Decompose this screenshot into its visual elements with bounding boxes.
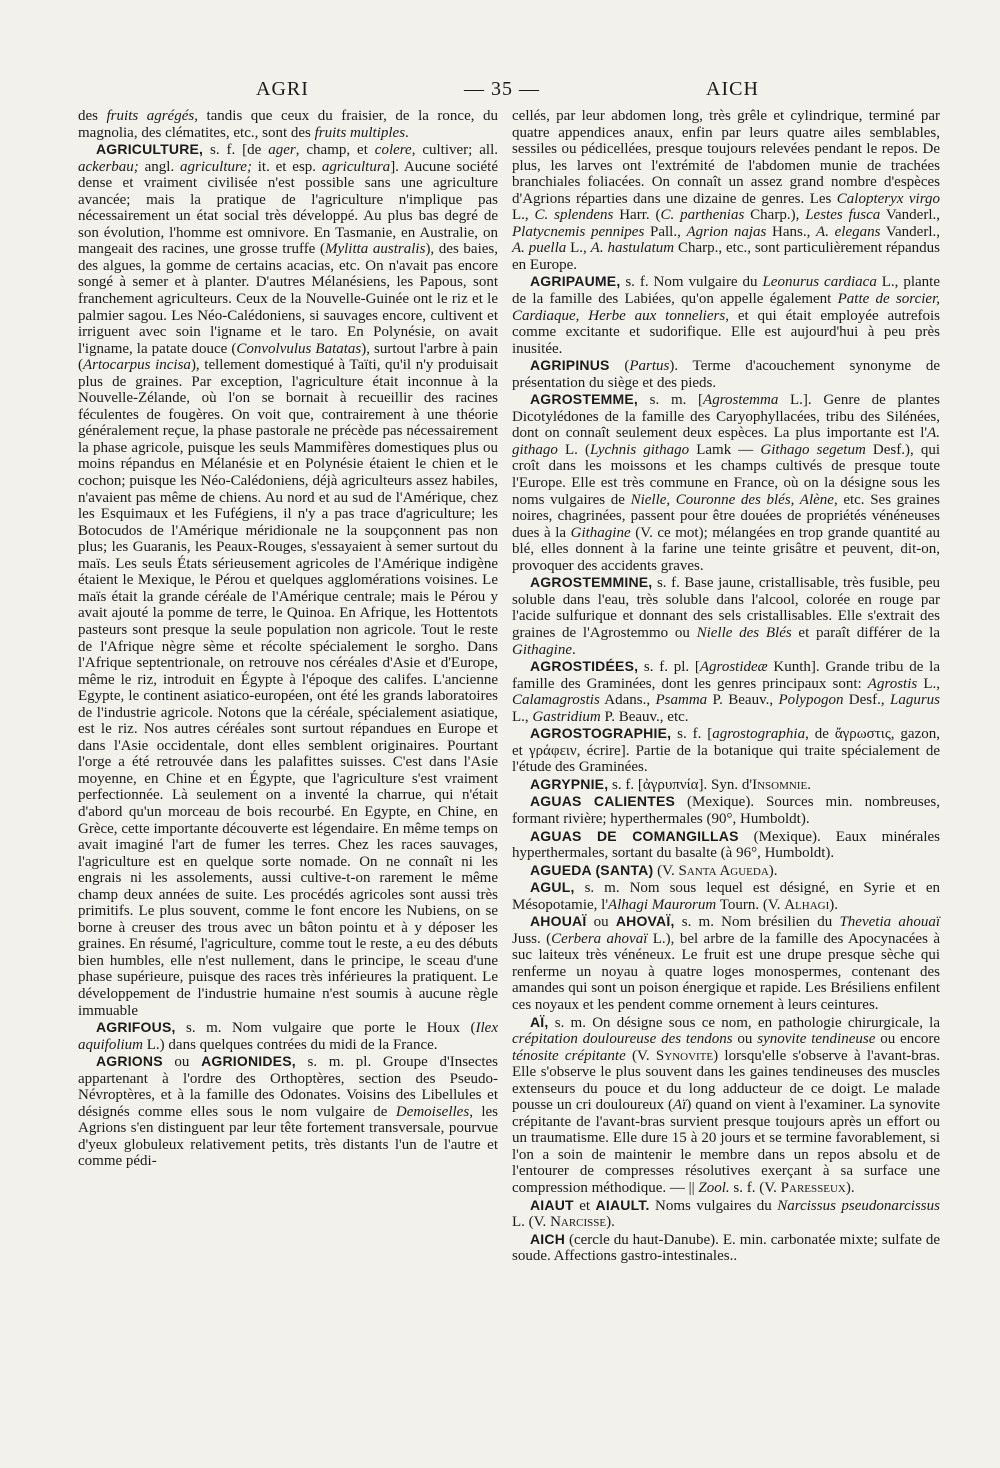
italic-text: colere [374,142,412,159]
italic-text: Demoiselles [395,1103,470,1120]
entry-text: it. et esp. [251,158,322,175]
headword: AICH [530,1230,566,1247]
italic-text: agricultura [321,158,391,175]
entry-text: s. m. Nom vulgaire que porte le Houx ( [175,1020,476,1037]
headword: AÏ, [530,1013,549,1030]
running-head-right: AICH [706,78,759,100]
italic-text: fruits agrégés [106,108,195,124]
dictionary-entry [512,273,940,357]
italic-text: Mylitta australis [324,241,426,258]
headword: AIAULT. [595,1196,650,1213]
entry-text: L., [512,708,533,725]
small-caps-reference: Alhagi [784,896,830,913]
entry-text: ). Terme d'acouchement synonyme de présentation du siège et des pieds. [512,358,940,391]
dictionary-entry [78,1019,498,1053]
italic-text: Partus [629,358,670,375]
entry-text: des [78,108,107,124]
dictionary-entry [512,776,940,794]
entry-text: ( [609,358,630,375]
dictionary-entry [512,1231,940,1265]
entry-text: ). [606,1214,615,1231]
entry-text: . [405,124,409,141]
headword: AGRIPINUS [530,357,610,374]
italic-text: Lychnis githago [589,441,690,458]
entry-text: L., plante de la famille des Labiées, qu'on appelle également [512,274,940,308]
italic-text: Polypogon [778,692,844,709]
italic-text: Ilex aquifolium [78,1020,498,1053]
entry-text: s. m. Nom brésilien du [674,914,840,931]
entry-text: (cercle du haut-Danube). E. min. carbonatée mixte; sulfate de soude. Affections gastro-intestinales.. [512,1231,940,1265]
entry-text: Juss. ( [512,930,552,947]
italic-text: fruits multiples [314,124,406,141]
right-column [512,108,940,1265]
headword: AGROSTEMMINE, [530,574,653,591]
headword: AGRYPNIE, [530,775,609,792]
italic-text: agrostographia [712,726,806,743]
dictionary-entry [512,658,940,725]
italic-text: A. githago [512,425,940,458]
entry-text: , tandis que ceux du fraisier, de la ronce, du magnolia, des clématites, etc., sont des [78,108,498,141]
italic-text: A. hastulatum [590,240,675,257]
entry-text: ), tellement domestiqué à Taïti, qu'il n'y produisait plus de graines. Par exception, l'agriculture était inconnue à la Nouvelle-Zélande, où l'on se bornait à recueillir des racines féculentes de fougères. On voit que, contrairement à une théorie généralement reçue, la phase pastorale ne précède pas nécessairement la phase agricole, puisque les seuls Mammifères domestiques plus ou moins répandus en Mélanésie et en Polynésie étaient le chien et le cochon; puisque les Néo-Calédoniens, déjà agriculteurs assez habiles, n'avaient pas même de chiens. Au nord et au sud de l'Amérique, chez les Esquimaux et les Fufégiens, il n'y a pas trace d'agriculture; les Botocudos de l'Amérique méridionale ne la soupçonnent pas non plus; les Guaranis, les Peaux-Rouges, s'essayaient à semer surtout du maïs. Les seuls États sérieusement agricoles de l'Amérique indigène étaient le Mexique, le Pérou et quelques agglomérations voisines. Le maïs était la grande céréale de l'Amérique centrale; mais le Pérou y avait ajouté la pomme de terre, le Quinoa. En Afrique, les Hottentots pasteurs sont presque la seule population non agricole. Tout le reste de l'Afrique nègre sème et récolte spécialement le sorgho. Dans l'Afrique septentrionale, on retrouve nos céréales d'Asie et d'Europe, même le riz, introduit en Égypte à l'époque des califes. L'ancienne Egypte, le continent asiatico-européen, ont été les grands laboratoires de l'industrie agricole. Notons que la céréale, spécialement asiatique, est le riz. Nos autres céréales sont surtout répandues en Europe et dans l'Asie occidentale, dont elles semblent originaires. Pourtant l'orge a été retrouvée dans les palafittes suisses. C'est dans l'Asie moyenne, en Chine et en Égypte, que l'agriculture s'est vraiment perfectionnée. Là seulement on a inventé la charrue, qui n'était d'abord qu'un morceau de bois recourbé. En Egypte, en Chine, en Grèce, cette importante découverte est légendaire. En même temps on avait imaginé l'art de fumer les terres. Chez les races sauvages, l'agriculture est en quelque sorte nomade. On ne connaît ni les engrais ni les assolements, aussi cultive-t-on rarement le même champ deux années de suite. Les procédés agricoles sont aussi très primitifs. Le plus souvent, comme le font encore les Nubiens, on se borne à creuser des trous avec un bâton pointu et à y déposer les graines. En résumé, l'agriculture, comme tout le reste, a eu des débuts bien humbles, elle n'est nullement, dans le principe, le sceau d'une phase supérieure, puisque des races très inférieures la pratiquent. Le développement de l'industrie humaine n'est soumis à aucune règle immuable [78,357,498,1019]
entry-text: . [572,641,576,658]
headword: AGRIPAUME, [530,273,621,290]
dictionary-entry [512,391,940,574]
italic-text: Leonurus cardiaca [762,274,877,291]
entry-text: s. f. [ [671,726,713,743]
dictionary-entry [78,108,498,141]
italic-text: Thevetia ahouaï [839,914,940,931]
entry-text: s. m. pl. Groupe d'Insectes appartenant à l'ordre des Orthoptères, section des Pseudo-Névroptères, et à la famille des Odonates. Voisins des Libellules et désignés comme elles sous le nom vulgaire de [78,1054,499,1120]
italic-text: agriculture; [180,158,252,175]
entry-text: s. m. On désigne sous ce nom, en pathologie chirurgicale, la [548,1014,940,1031]
italic-text: ackerbau; [78,158,139,175]
running-head-left: AGRI [256,78,309,100]
entry-text: Kunth]. Grande tribu de la famille des Graminées, dont les genres principaux sont: [512,659,941,692]
headword: AGUL, [530,879,575,896]
headword: AHOVAÏ, [615,913,675,930]
italic-text: Nielle des Blés [696,624,792,641]
dictionary-entry [78,1053,498,1170]
entry-text: cellés, par leur abdomen long, très grêle et cylindrique, terminé par quatre appendices anaux, enfin par leurs quatre ailes semblables, sessiles ou pédicellées, presque toujours relevées pendant le repos. De plus, les larves ont l'extrémité de l'abdomen munie de trachées branchiales foliacées. On connaît un assez grand nombre d'espèces d'Agrions réparties dans une dizaine de genres. Les [512,108,940,207]
italic-text: ager [268,142,296,159]
entry-text: Adans., [599,692,656,709]
italic-text: Githago segetum [760,441,866,458]
dictionary-entry [512,913,940,1013]
italic-text: Nielle, Couronne des blés, Alène [630,491,834,508]
entry-text: angl. [138,158,181,175]
entry-text: (Mexique). Sources min. nombreuses, formant rivière; hyperthermales (90°, Humboldt). [512,794,940,827]
entry-text: (V. [653,862,679,879]
entry-text: ou [162,1054,202,1071]
italic-text: Convolvulus Batatas [236,340,362,357]
entry-text: , les Agrions s'en distinguent par leur tête fortement transversale, pourvue d'yeux globuleux relativement petits, très distants l'un de l'autre et comme pédi- [78,1103,498,1170]
entry-text: s. f. pl. [ [638,659,700,676]
italic-text: ténosite crépitante [512,1047,626,1064]
headword: AGUAS DE COMANGILLAS [530,827,739,844]
italic-text: Cerbera ahovaï [551,930,648,947]
entry-text: ) lorsqu'elle s'observe à l'avant-bras. Elle s'observe le plus souvent dans les gaines tendineuses des muscles extenseurs du pouce et du long adducteur de ce doigt. Le malade pousse un cri douloureux ( [512,1047,940,1114]
entry-text: Harr. ( [613,207,661,224]
dictionary-entry [512,108,940,273]
italic-text: Platycnemis pennipes [512,223,645,240]
entry-text: Tourn. (V. [716,896,785,913]
italic-text: Calamagrostis [512,692,600,709]
italic-text: Artocarpus incisa [83,357,191,374]
entry-text: (V. [625,1047,656,1064]
italic-text: Zool. [698,1180,730,1196]
italic-text: Agrostis [867,675,918,692]
entry-text: Desf.), qui croît dans les moissons et les champs cultivés de presque toute l'Europe. Elle est très commune en France, où on la désigne sous les noms vulgaires de [512,441,940,508]
italic-text: Lestes fusca [805,207,881,224]
entry-text: ). [768,862,778,879]
headword: AGRICULTURE, [96,141,204,158]
entry-text: s. f. Nom vulgaire du [620,274,763,291]
small-caps-reference: Narcisse [550,1214,607,1231]
entry-text: Vanderl., [880,223,940,240]
entry-text: Desf., [843,692,890,709]
entry-text: Charp.), [744,207,806,224]
italic-text: A. puella [512,240,567,257]
dictionary-entry [512,793,940,827]
entry-text: s. m. Nom sous lequel est désigné, en Syrie et en Mésopotamie, l' [512,880,940,913]
entry-text: , champ, et [295,142,375,159]
small-caps-reference: Synovite [655,1047,714,1064]
entry-text: ). [829,896,839,913]
headword: AGUAS CALIENTES [530,793,676,810]
italic-text: Gastridium [532,708,601,725]
entry-text: Vanderl., [880,207,940,224]
entry-text: , cultiver; all. [411,142,498,159]
entry-text: s. m. [ [637,392,704,409]
entry-text: ), surtout l'arbre à pain ( [78,340,499,374]
italic-text: Lagurus [889,692,941,709]
entry-text: ou encore [875,1031,941,1048]
entry-text: L. (V. [512,1214,551,1231]
entry-text: L., [566,240,591,257]
dictionary-entry [512,725,940,776]
entry-text: s. f. (V. [729,1180,781,1196]
italic-text: crépitation douloureuse des tendons [512,1031,733,1048]
italic-text: Githagine [512,641,572,658]
italic-text: C. parthenias [660,207,745,224]
italic-text: Aï [673,1097,687,1114]
headword: AGRIONS [96,1053,163,1070]
dictionary-entry [512,828,940,862]
entry-text: ou [732,1031,758,1048]
dictionary-entry [512,1014,940,1197]
dictionary-entry [512,1197,940,1231]
left-column [78,108,498,1170]
entry-text: s. f. [de [203,142,269,159]
italic-text: Githagine [570,524,631,541]
entry-text: , de ἄγρωστις, gazon, et γράφειν, écrire]. Partie de la botanique qui traite spécialement de l'étude des Graminées. [512,726,940,776]
entry-text: s. f. [ἀγρυπνία]. Syn. d' [608,776,753,793]
entry-text: L.) dans quelques contrées du midi de la France. [143,1036,438,1053]
entry-text: , etc. Ses graines noires, chagrinées, passent pour être douées de propriétés vénéneuses dues à la [512,491,940,541]
entry-text: L.), bel arbre de la famille des Apocynacées à suc laiteux très vénéneux. Le fruit est une drupe presque sèche qui renferme un noyau à quatre loges monospermes, contenant des amandes qui sont un poison énergique et rapide. Les Brésiliens enfilent ces noyaux et les pendent comme ornement à leurs ceintures. [512,930,940,1013]
small-caps-reference: Paresseux [780,1180,846,1196]
headword: AGROSTOGRAPHIE, [530,725,672,742]
headword: AGRIFOUS, [96,1019,176,1036]
entry-text: L.]. Genre de plantes Dicotylédones de la famille des Caryophyllacées, tribu des Silénées, dont on connaît seulement deux espèces. La plus importante est l' [512,392,941,442]
entry-text: L., [512,207,535,224]
italic-text: Narcissus pseudonarcissus [777,1197,940,1214]
entry-text: ]. Aucune société dense et vraiment civilisée n'est possible sans une agriculture avancée; mais la pratique de l'agriculture n'implique pas nécessairement un état social très développé. Au plus bas degré de son évolution, l'homme est omnivore. En Tasmanie, en Australie, on mangeait des racines, une grosse truffe ( [78,158,499,258]
entry-text: Noms vulgaires du [649,1197,778,1214]
entry-text: Hans., [766,223,817,240]
entry-text: (V. ce mot); mélangées en trop grande quantité au blé, elles donnent à la farine une teinte grisâtre et peuvent, dit-on, provoquer des accidents graves. [512,524,940,574]
italic-text: synovite tendineuse [757,1031,876,1048]
entry-text: Lamk — [689,441,761,458]
dictionary-entry [512,879,940,913]
headword: AGROSTEMME, [530,391,638,408]
entry-text: et paraît différer de la [791,624,940,641]
dictionary-entry [512,357,940,391]
entry-text: P. Beauv., etc. [600,708,689,725]
headword: AGROSTIDÉES, [530,658,639,675]
italic-text: Psamma [655,692,708,709]
small-caps-reference: Santa Agueda [678,862,769,879]
page-number: — 35 — [464,78,540,100]
headword: AHOUAÏ [530,913,587,930]
entry-text: s. f. Base jaune, cristallisable, très fusible, peu soluble dans l'eau, très soluble dans l'alcool, colorée en rouge par l'acide sulfurique et donnant des sels cristallisables. Elle s'extrait des graines de l'Agrostemmo ou [512,575,940,641]
italic-text: Patte de sorcier, Cardiaque, Herbe aux tonneliers [512,291,940,324]
small-caps-reference: Insomnie [752,776,808,793]
dictionary-entry [78,141,498,1019]
italic-text: A. elegans [816,223,881,240]
italic-text: Alhagi Maurorum [608,896,717,913]
entry-text: Pall., [644,223,687,240]
entry-text: . [807,776,811,793]
entry-text: ), des baies, des algues, la gomme de certains acacias, etc. On n'avait pas encore songé à semer et à planter. D'autres Mélanésiens, les Papous, sont franchement agriculteurs. Ceux de la Nouvelle-Guinée ont le riz et le palmier sagou. Les Néo-Calédoniens, si sauvages encore, cultivent et irriguent avec soin l'igname et le taro. En Polynésie, on avait l'igname, la patate douce ( [78,241,498,357]
entry-text: (Mexique). Eaux minérales hyperthermales, sortant du basalte (à 96°, Humboldt). [512,828,940,862]
dictionary-entry [512,574,940,658]
dictionary-entry [512,862,940,880]
entry-text: et [573,1197,596,1214]
entry-text: ). [845,1180,855,1196]
entry-text: Charp., etc., sont particulièrement répandus en Europe. [512,240,941,273]
entry-text: L., [917,675,940,692]
italic-text: Agrostideæ [699,659,768,676]
entry-text: L. ( [557,441,590,458]
headword: AIAUT [530,1196,574,1213]
italic-text: Agrostemma [703,392,779,409]
entry-text: ) quand on vient à l'examiner. La synovite crépitante de l'avant-bras survient presque toujours après un effort ou un traumatisme. Elle dure 15 à 20 jours et se termine favorablement, si l'on a soin de maintenir le membre dans un repos absolu et de l'entourer de compresses résolutives exerçant à sa surface une compression méthodique. — || [512,1097,940,1196]
italic-text: Calopteryx virgo [836,190,940,207]
italic-text: C. splendens [534,207,614,224]
entry-text: , et qui était employée autrefois comme excitante et sudorifique. Elle est aujourd'hui à peu près inusitée. [512,307,940,357]
headword: AGUEDA (SANTA) [530,861,654,878]
entry-text: P. Beauv., [707,692,779,709]
entry-text: ou [586,914,616,931]
italic-text: Agrion najas [686,223,767,240]
headword: AGRIONIDES, [201,1053,296,1070]
